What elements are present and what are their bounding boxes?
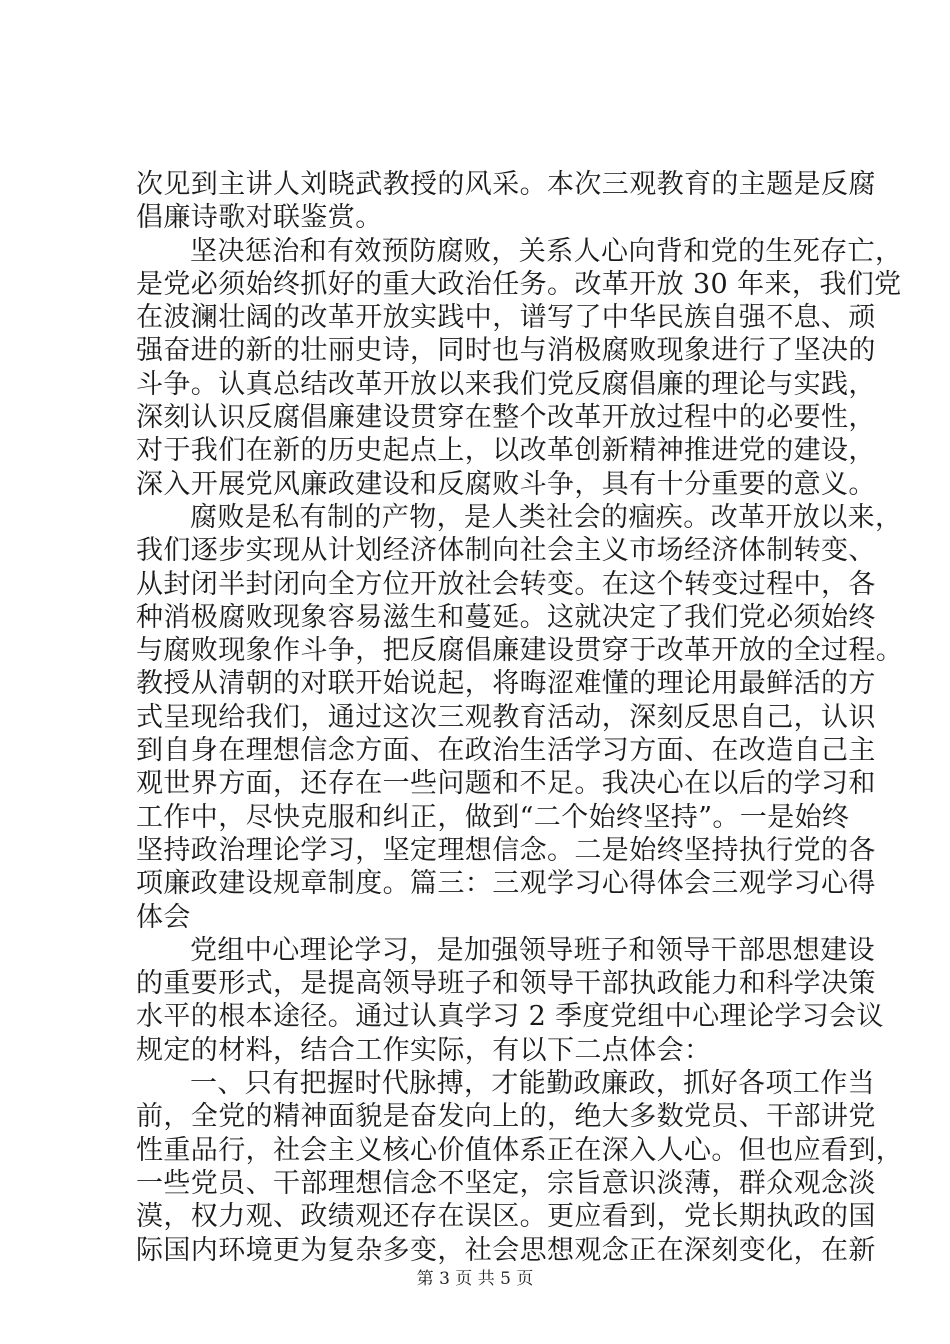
body-text [136,168,904,1267]
text-line: 观世界方面，还存在一些问题和不足。我决心在以后的学习和 [136,768,876,800]
page-footer: 第 3 页 共 5 页 [416,1269,534,1289]
text-line: 种消极腐败现象容易滋生和蔓延。这就决定了我们党必须始终 [136,601,876,633]
text-line: 一些党员、干部理想信念不坚定，宗旨意识淡薄，群众观念淡 [136,1167,876,1199]
text-line: 深入开展党风廉政建设和反腐败斗争，具有十分重要的意义。 [136,468,876,500]
text-line: 际国内环境更为复杂多变，社会思想观念正在深刻变化，在新 [136,1234,876,1266]
text-line: 腐败是私有制的产物，是人类社会的痼疾。改革开放以来， [190,501,903,533]
text-line: 强奋进的新的壮丽史诗，同时也与消极腐败现象进行了坚决的 [136,335,876,367]
text-line: 次见到主讲人刘晓武教授的风采。本次三观教育的主题是反腐 [136,169,876,200]
text-line: 斗争。认真总结改革开放以来我们党反腐倡廉的理论与实践， [136,368,876,400]
text-line: 坚持政治理论学习，坚定理想信念。二是始终坚持执行党的各 [136,834,876,866]
text-line: 前，全党的精神面貌是奋发向上的，绝大多数党员、干部讲党 [136,1101,876,1133]
text-line: 体会 [136,901,191,933]
text-line: 是党必须始终抓好的重大政治任务。改革开放 30 年来，我们党 [136,268,902,300]
text-line: 党组中心理论学习，是加强领导班子和领导干部思想建设 [190,934,875,966]
text-line: 漠，权力观、政绩观还存在误区。更应看到，党长期执政的国 [136,1201,876,1233]
text-line: 项廉政建设规章制度。篇三：三观学习心得体会三观学习心得 [136,868,876,900]
text-line: 的重要形式，是提高领导班子和领导干部执政能力和科学决策 [136,968,876,1000]
text-line: 教授从清朝的对联开始说起，将晦涩难懂的理论用最鲜活的方 [136,668,876,700]
text-line: 工作中，尽快克服和纠正，做到“二个始终坚持”。一是始终 [136,801,850,833]
text-line: 到自身在理想信念方面、在政治生活学习方面、在改造自己主 [136,735,876,767]
text-line: 深刻认识反腐倡廉建设贯穿在整个改革开放过程中的必要性， [136,402,876,434]
text-line: 对于我们在新的历史起点上，以改革创新精神推进党的建设， [136,435,876,467]
text-line: 规定的材料，结合工作实际，有以下二点体会： [136,1034,712,1066]
text-line: 式呈现给我们，通过这次三观教育活动，深刻反思自己，认识 [136,701,876,733]
text-line: 一、只有把握时代脉搏，才能勤政廉政，抓好各项工作当 [190,1068,875,1100]
text-line: 倡廉诗歌对联鉴赏。 [136,202,383,234]
text-line: 坚决惩治和有效预防腐败，关系人心向背和党的生死存亡， [190,235,903,267]
text-line: 水平的根本途径。通过认真学习 2 季度党组中心理论学习会议 [136,1001,884,1033]
text-line: 与腐败现象作斗争，把反腐倡廉建设贯穿于改革开放的全过程。 [136,635,904,667]
text-line: 在波澜壮阔的改革开放实践中，谱写了中华民族自强不息、顽 [136,302,876,334]
text-line: 我们逐步实现从计划经济体制向社会主义市场经济体制转变、 [136,535,876,567]
text-line: 从封闭半封闭向全方位开放社会转变。在这个转变过程中，各 [136,568,876,600]
text-line: 性重品行，社会主义核心价值体系正在深入人心。但也应看到， [136,1134,904,1166]
